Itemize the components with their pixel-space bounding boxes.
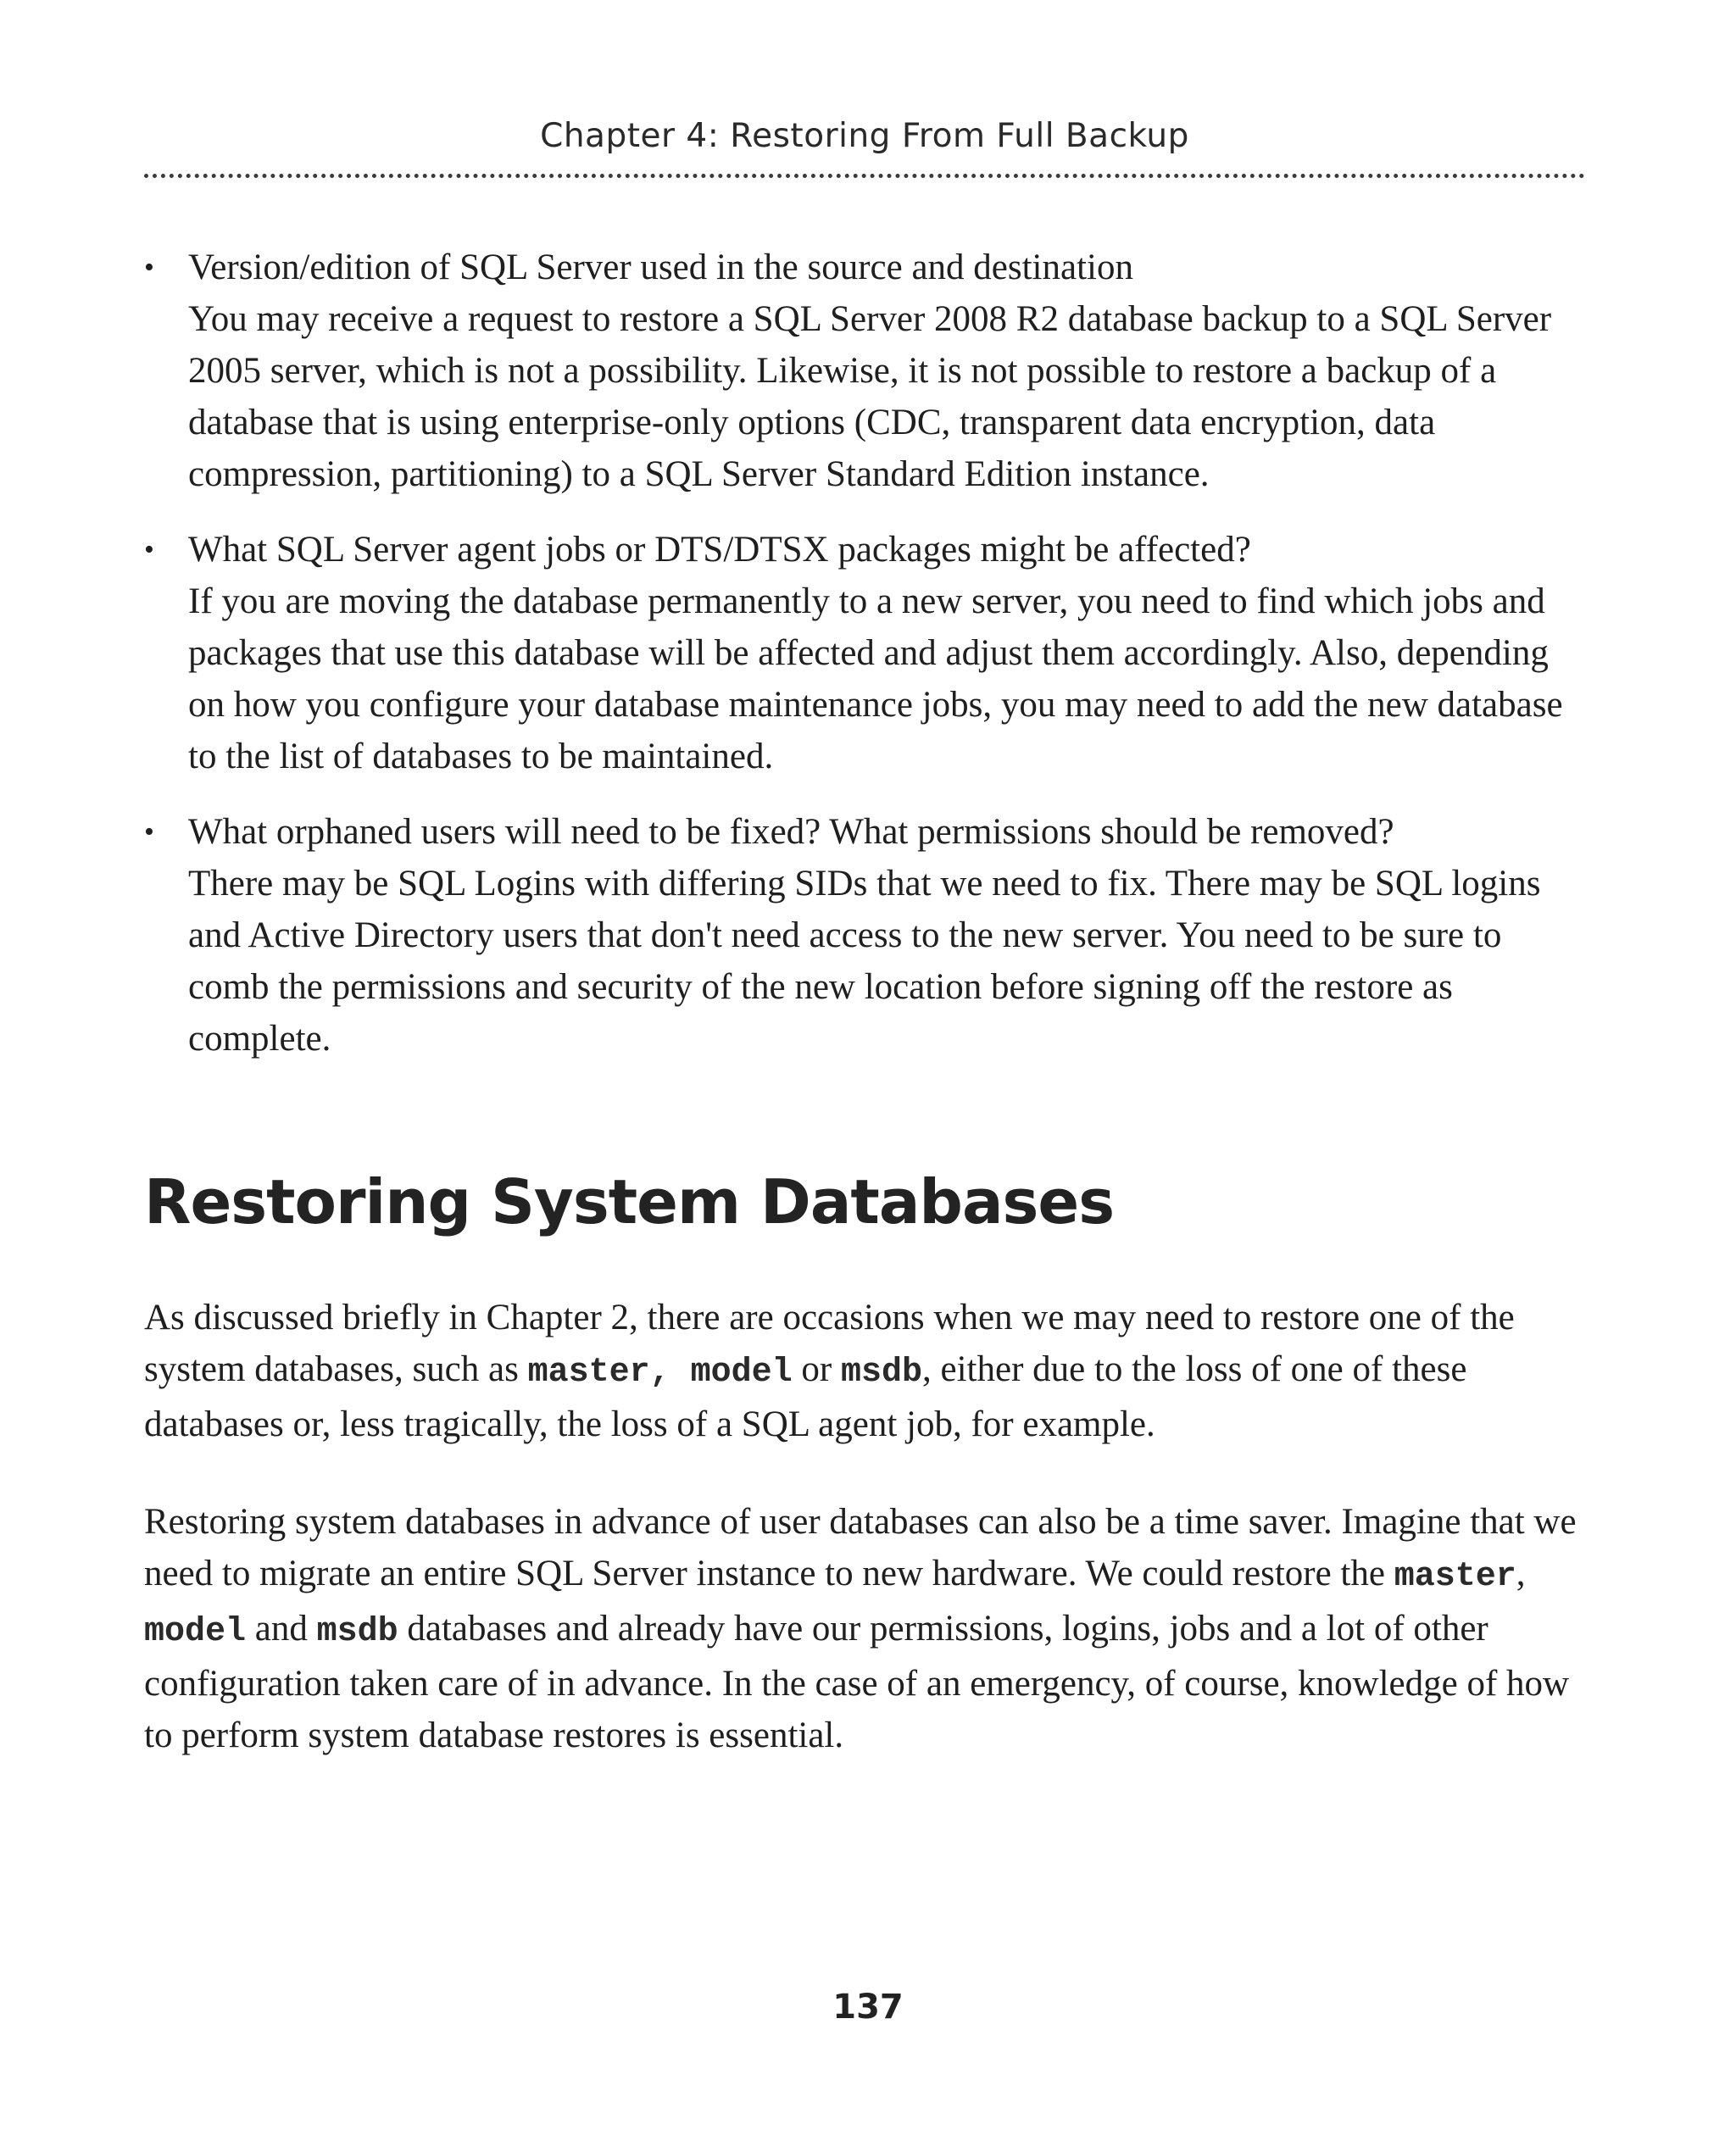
paragraph-text: Restoring system databases in advance of user databases can also be a time saver. Imagine that we need to migrate an entire SQL Server instance to new hardware. We could restore the bbox=[144, 1502, 1577, 1593]
page-number: 137 bbox=[832, 1988, 904, 2027]
considerations-list bbox=[144, 242, 1585, 1088]
paragraph-text: and bbox=[246, 1609, 317, 1649]
inline-code: master bbox=[1394, 1558, 1516, 1596]
inline-code: msdb bbox=[840, 1354, 922, 1392]
paragraph-text: As discussed briefly in Chapter 2, there are occasions when we may need to restore one of the system databases, such as bbox=[144, 1298, 1515, 1389]
body-paragraph bbox=[144, 1292, 1585, 1450]
bullet-title: Version/edition of SQL Server used in the source and destination bbox=[188, 247, 1133, 287]
bullet-body: There may be SQL Logins with differing SIDs that we need to fix. There may be SQL logins and Active Directory users that don't need access to the new server. You need to be sure to comb the permissions and security of the new location before signing off the restore as complete. bbox=[188, 864, 1541, 1059]
paragraph-text: databases and already have our permissions, logins, jobs and a lot of other configuration taken care of in advance. In the case of an emergency, of course, knowledge of how to perform system database restores is essential. bbox=[144, 1609, 1570, 1755]
section-heading: Restoring System Databases bbox=[144, 1166, 1115, 1237]
bullet-icon: • bbox=[144, 252, 154, 283]
bullet-title: What orphaned users will need to be fixed? What permissions should be removed? bbox=[188, 812, 1394, 852]
inline-code: master, model bbox=[527, 1354, 793, 1392]
body-paragraph bbox=[144, 1496, 1585, 1761]
bullet-title: What SQL Server agent jobs or DTS/DTSX packages might be affected? bbox=[188, 530, 1251, 570]
bullet-icon: • bbox=[144, 534, 154, 565]
inline-code: model bbox=[144, 1613, 247, 1651]
list-item bbox=[144, 242, 1585, 500]
paragraph-text: or bbox=[792, 1349, 841, 1389]
paragraph-text: , either due to the loss of one of these databases or, less tragically, the loss of a SQL agent job, for example. bbox=[144, 1349, 1467, 1444]
bullet-body: If you are moving the database permanently to a new server, you need to find which jobs and packages that use this database will be affected and adjust them accordingly. Also, depending on how you configure your database maintenance jobs, you may need to add the new database to the list of databases to be maintained. bbox=[188, 581, 1563, 776]
header-dotted-rule bbox=[144, 174, 1585, 178]
running-header: Chapter 4: Restoring From Full Backup bbox=[540, 117, 1189, 155]
list-item bbox=[144, 524, 1585, 782]
bullet-body: You may receive a request to restore a SQL Server 2008 R2 database backup to a SQL Server 2005 server, which is not a possibility. Likewise, it is not possible to restore a backup of a database that is using enterprise-only options (CDC, transparent data encryption, data compression, partitioning) to a SQL Server Standard Edition instance. bbox=[188, 299, 1552, 494]
paragraph-text: , bbox=[1516, 1554, 1526, 1593]
bullet-icon: • bbox=[144, 816, 154, 848]
inline-code: msdb bbox=[316, 1613, 398, 1651]
list-item bbox=[144, 806, 1585, 1065]
